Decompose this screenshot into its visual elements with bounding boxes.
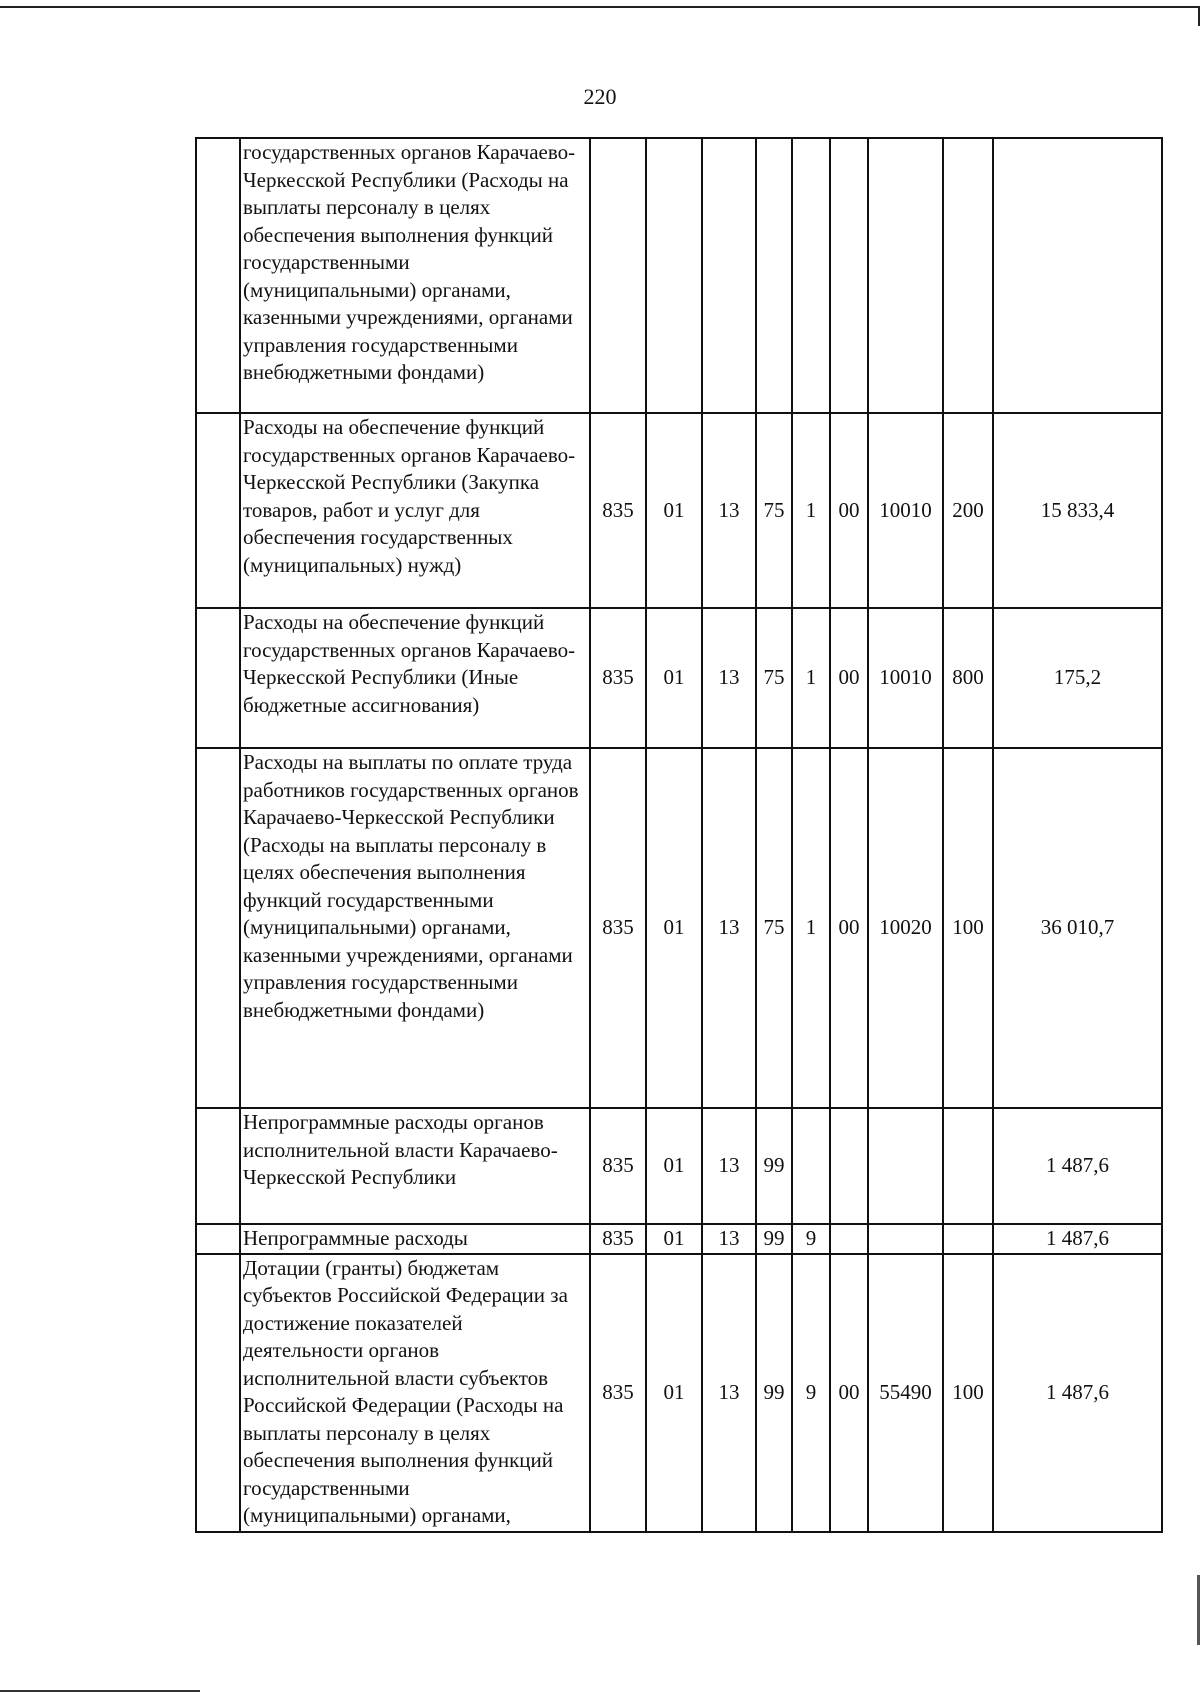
pr-cell (702, 138, 756, 413)
subprogram-cell: 9 (792, 1224, 830, 1254)
table-row (196, 413, 1162, 608)
ved-cell: 835 (590, 608, 646, 748)
amount-cell: 1 487,6 (993, 1224, 1162, 1254)
scan-edge-bottom (0, 1690, 200, 1692)
blank-cell (196, 748, 240, 1108)
description-cell: Непрограммные расходы (240, 1224, 590, 1254)
program-cell: 75 (756, 413, 792, 608)
subprogram-cell: 1 (792, 413, 830, 608)
table-row (196, 1224, 1162, 1254)
ved-cell (590, 138, 646, 413)
expense-type-cell: 200 (943, 413, 993, 608)
program-cell: 99 (756, 1108, 792, 1224)
rz-cell: 01 (646, 413, 702, 608)
direction-cell (868, 1108, 943, 1224)
description-cell: Дотации (гранты) бюджетам субъектов Российской Федерации за достижение показателей деятельности органов исполнительной власти субъектов Российской Федерации (Расходы на выплаты персоналу в целях обеспечения выполнения функций государственными (муниципальными) органами, (240, 1254, 590, 1532)
expense-type-cell: 100 (943, 748, 993, 1108)
program-cell: 75 (756, 748, 792, 1108)
pr-cell: 13 (702, 1108, 756, 1224)
budget-table (195, 137, 1163, 1533)
event-cell: 00 (830, 413, 868, 608)
expense-type-cell (943, 138, 993, 413)
event-cell: 00 (830, 1254, 868, 1532)
expense-type-cell (943, 1224, 993, 1254)
blank-cell (196, 138, 240, 413)
description-cell: Непрограммные расходы органов исполнительной власти Карачаево-Черкесской Республики (240, 1108, 590, 1224)
blank-cell (196, 1224, 240, 1254)
subprogram-cell: 9 (792, 1254, 830, 1532)
program-cell: 99 (756, 1224, 792, 1254)
pr-cell: 13 (702, 1224, 756, 1254)
blank-cell (196, 1108, 240, 1224)
expense-type-cell: 100 (943, 1254, 993, 1532)
direction-cell: 55490 (868, 1254, 943, 1532)
table-row (196, 1254, 1162, 1532)
program-cell (756, 138, 792, 413)
direction-cell (868, 1224, 943, 1254)
page-number: 220 (583, 84, 617, 109)
ved-cell: 835 (590, 1224, 646, 1254)
table-row (196, 138, 1162, 413)
blank-cell (196, 413, 240, 608)
subprogram-cell (792, 1108, 830, 1224)
direction-cell: 10010 (868, 413, 943, 608)
scan-edge-top (0, 6, 1200, 8)
table-row (196, 748, 1162, 1108)
ved-cell: 835 (590, 1108, 646, 1224)
event-cell: 00 (830, 608, 868, 748)
amount-cell (993, 138, 1162, 413)
rz-cell: 01 (646, 1254, 702, 1532)
direction-cell: 10010 (868, 608, 943, 748)
expense-type-cell: 800 (943, 608, 993, 748)
ved-cell: 835 (590, 413, 646, 608)
pr-cell: 13 (702, 413, 756, 608)
description-cell: Расходы на выплаты по оплате труда работников государственных органов Карачаево-Черкесской Республики (Расходы на выплаты персоналу в целях обеспечения выполнения функций государственными (муниципальными) органами, казенными учреждениями, органами управления государственными внебюджетными фондами) (240, 748, 590, 1108)
table-row (196, 1108, 1162, 1224)
pr-cell: 13 (702, 608, 756, 748)
blank-cell (196, 608, 240, 748)
direction-cell (868, 138, 943, 413)
description-cell: государственных органов Карачаево-Черкесской Республики (Расходы на выплаты персоналу в целях обеспечения выполнения функций государственными (муниципальными) органами, казенными учреждениями, органами управления государственными внебюджетными фондами) (240, 138, 590, 413)
program-cell: 75 (756, 608, 792, 748)
amount-cell: 1 487,6 (993, 1254, 1162, 1532)
program-cell: 99 (756, 1254, 792, 1532)
ved-cell: 835 (590, 1254, 646, 1532)
rz-cell: 01 (646, 1224, 702, 1254)
direction-cell: 10020 (868, 748, 943, 1108)
rz-cell (646, 138, 702, 413)
rz-cell: 01 (646, 748, 702, 1108)
event-cell: 00 (830, 748, 868, 1108)
ved-cell: 835 (590, 748, 646, 1108)
amount-cell: 15 833,4 (993, 413, 1162, 608)
subprogram-cell (792, 138, 830, 413)
event-cell (830, 1108, 868, 1224)
amount-cell: 1 487,6 (993, 1108, 1162, 1224)
amount-cell: 36 010,7 (993, 748, 1162, 1108)
blank-cell (196, 1254, 240, 1532)
event-cell (830, 1224, 868, 1254)
pr-cell: 13 (702, 748, 756, 1108)
description-cell: Расходы на обеспечение функций государственных органов Карачаево-Черкесской Республики (Иные бюджетные ассигнования) (240, 608, 590, 748)
expense-type-cell (943, 1108, 993, 1224)
rz-cell: 01 (646, 1108, 702, 1224)
subprogram-cell: 1 (792, 608, 830, 748)
rz-cell: 01 (646, 608, 702, 748)
description-cell: Расходы на обеспечение функций государственных органов Карачаево-Черкесской Республики (Закупка товаров, работ и услуг для обеспечения государственных (муниципальных) нужд) (240, 413, 590, 608)
pr-cell: 13 (702, 1254, 756, 1532)
table-row (196, 608, 1162, 748)
event-cell (830, 138, 868, 413)
amount-cell: 175,2 (993, 608, 1162, 748)
subprogram-cell: 1 (792, 748, 830, 1108)
